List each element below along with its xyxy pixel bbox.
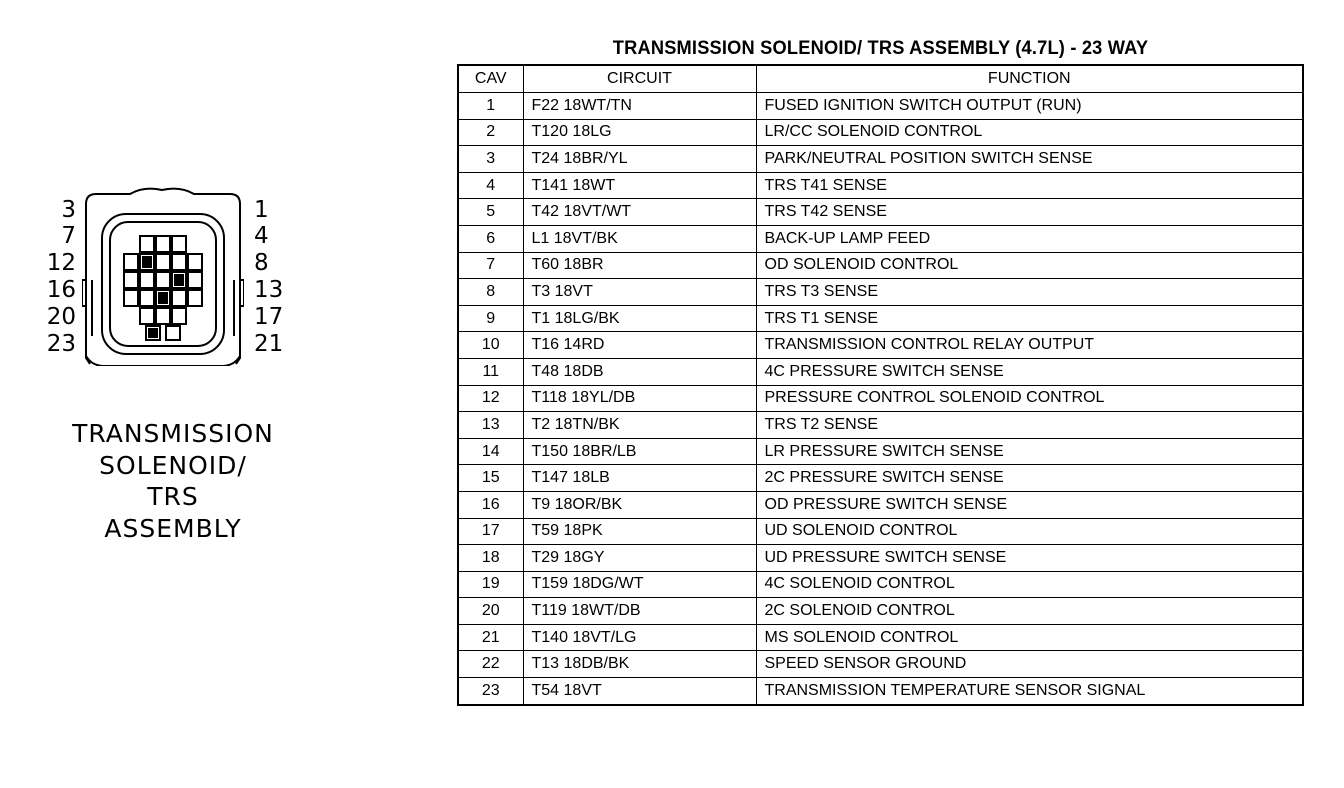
function-cell: SPEED SENSOR GROUND <box>756 651 1303 678</box>
cav-cell: 22 <box>458 651 523 678</box>
function-cell: BACK-UP LAMP FEED <box>756 225 1303 252</box>
pin-label-left: 7 <box>61 223 76 249</box>
cav-cell: 14 <box>458 438 523 465</box>
cav-cell: 10 <box>458 332 523 359</box>
table-row <box>458 199 1303 226</box>
cav-cell: 5 <box>458 199 523 226</box>
pin-label-right: 1 <box>254 197 269 223</box>
table-row <box>458 332 1303 359</box>
pin-label-right: 4 <box>254 223 269 249</box>
caption-line: ASSEMBLY <box>104 513 242 543</box>
table-row <box>458 571 1303 598</box>
cav-cell: 6 <box>458 225 523 252</box>
function-cell: 4C PRESSURE SWITCH SENSE <box>756 358 1303 385</box>
function-cell: PARK/NEUTRAL POSITION SWITCH SENSE <box>756 146 1303 173</box>
table-row <box>458 465 1303 492</box>
pinout-table <box>457 64 1304 706</box>
pin-label-left: 23 <box>46 331 76 357</box>
table-row <box>458 491 1303 518</box>
cav-cell: 3 <box>458 146 523 173</box>
cav-cell: 20 <box>458 598 523 625</box>
cav-cell: 1 <box>458 93 523 120</box>
table-row <box>458 624 1303 651</box>
function-cell: TRS T3 SENSE <box>756 279 1303 306</box>
header-function: FUNCTION <box>756 65 1303 93</box>
circuit-cell: T147 18LB <box>523 465 756 492</box>
circuit-cell: T1 18LG/BK <box>523 305 756 332</box>
table-title: TRANSMISSION SOLENOID/ TRS ASSEMBLY (4.7L) - 23 WAY <box>612 38 1149 59</box>
circuit-cell: F22 18WT/TN <box>523 93 756 120</box>
pin-label-left: 16 <box>46 277 76 303</box>
cav-cell: 7 <box>458 252 523 279</box>
function-cell: OD SOLENOID CONTROL <box>756 252 1303 279</box>
circuit-cell: T150 18BR/LB <box>523 438 756 465</box>
circuit-cell: T48 18DB <box>523 358 756 385</box>
connector-caption <box>48 418 298 544</box>
circuit-cell: T16 14RD <box>523 332 756 359</box>
function-cell: TRS T42 SENSE <box>756 199 1303 226</box>
function-cell: MS SOLENOID CONTROL <box>756 624 1303 651</box>
function-cell: TRS T41 SENSE <box>756 172 1303 199</box>
function-cell: TRANSMISSION TEMPERATURE SENSOR SIGNAL <box>756 678 1303 705</box>
cav-cell: 8 <box>458 279 523 306</box>
connector-housing-drawing <box>82 186 244 366</box>
table-row <box>458 358 1303 385</box>
pin-label-right: 17 <box>254 304 284 330</box>
circuit-cell: T60 18BR <box>523 252 756 279</box>
function-cell: LR/CC SOLENOID CONTROL <box>756 119 1303 146</box>
table-row <box>458 545 1303 572</box>
circuit-cell: T141 18WT <box>523 172 756 199</box>
circuit-cell: T118 18YL/DB <box>523 385 756 412</box>
table-row <box>458 412 1303 439</box>
circuit-cell: L1 18VT/BK <box>523 225 756 252</box>
table-header-row <box>458 65 1303 93</box>
cav-cell: 2 <box>458 119 523 146</box>
cav-cell: 12 <box>458 385 523 412</box>
circuit-cell: T24 18BR/YL <box>523 146 756 173</box>
cav-cell: 11 <box>458 358 523 385</box>
cav-cell: 15 <box>458 465 523 492</box>
pin-label-left: 20 <box>46 304 76 330</box>
function-cell: TRANSMISSION CONTROL RELAY OUTPUT <box>756 332 1303 359</box>
circuit-cell: T54 18VT <box>523 678 756 705</box>
function-cell: FUSED IGNITION SWITCH OUTPUT (RUN) <box>756 93 1303 120</box>
cav-cell: 16 <box>458 491 523 518</box>
connector-diagram <box>38 180 298 370</box>
table-row <box>458 518 1303 545</box>
pin-label-left: 12 <box>46 250 76 276</box>
function-cell: 4C SOLENOID CONTROL <box>756 571 1303 598</box>
table-row <box>458 678 1303 705</box>
pin-label-left: 3 <box>61 197 76 223</box>
function-cell: LR PRESSURE SWITCH SENSE <box>756 438 1303 465</box>
table-row <box>458 225 1303 252</box>
table-row <box>458 146 1303 173</box>
circuit-cell: T159 18DG/WT <box>523 571 756 598</box>
circuit-cell: T13 18DB/BK <box>523 651 756 678</box>
function-cell: PRESSURE CONTROL SOLENOID CONTROL <box>756 385 1303 412</box>
caption-line: TRANSMISSION <box>72 419 274 448</box>
cav-cell: 19 <box>458 571 523 598</box>
table-row <box>458 93 1303 120</box>
table-row <box>458 279 1303 306</box>
function-cell: 2C PRESSURE SWITCH SENSE <box>756 465 1303 492</box>
circuit-cell: T29 18GY <box>523 545 756 572</box>
caption-line: TRS <box>147 482 199 511</box>
circuit-cell: T42 18VT/WT <box>523 199 756 226</box>
function-cell: OD PRESSURE SWITCH SENSE <box>756 491 1303 518</box>
table-row <box>458 651 1303 678</box>
caption-line: SOLENOID/ <box>99 450 247 480</box>
table-row <box>458 305 1303 332</box>
circuit-cell: T59 18PK <box>523 518 756 545</box>
function-cell: TRS T1 SENSE <box>756 305 1303 332</box>
cav-cell: 9 <box>458 305 523 332</box>
circuit-cell: T9 18OR/BK <box>523 491 756 518</box>
circuit-cell: T140 18VT/LG <box>523 624 756 651</box>
function-cell: 2C SOLENOID CONTROL <box>756 598 1303 625</box>
pin-label-right: 21 <box>254 331 284 357</box>
pin-label-right: 13 <box>254 277 284 303</box>
table-row <box>458 598 1303 625</box>
cav-cell: 17 <box>458 518 523 545</box>
circuit-cell: T119 18WT/DB <box>523 598 756 625</box>
circuit-cell: T3 18VT <box>523 279 756 306</box>
cav-cell: 21 <box>458 624 523 651</box>
header-cav: CAV <box>458 65 523 93</box>
function-cell: UD SOLENOID CONTROL <box>756 518 1303 545</box>
circuit-cell: T2 18TN/BK <box>523 412 756 439</box>
pin-label-right: 8 <box>254 250 269 276</box>
cav-cell: 18 <box>458 545 523 572</box>
cav-cell: 4 <box>458 172 523 199</box>
table-row <box>458 119 1303 146</box>
function-cell: TRS T2 SENSE <box>756 412 1303 439</box>
circuit-cell: T120 18LG <box>523 119 756 146</box>
cav-cell: 13 <box>458 412 523 439</box>
table-row <box>458 252 1303 279</box>
header-circuit: CIRCUIT <box>523 65 756 93</box>
cav-cell: 23 <box>458 678 523 705</box>
table-row <box>458 172 1303 199</box>
function-cell: UD PRESSURE SWITCH SENSE <box>756 545 1303 572</box>
table-row <box>458 385 1303 412</box>
table-row <box>458 438 1303 465</box>
